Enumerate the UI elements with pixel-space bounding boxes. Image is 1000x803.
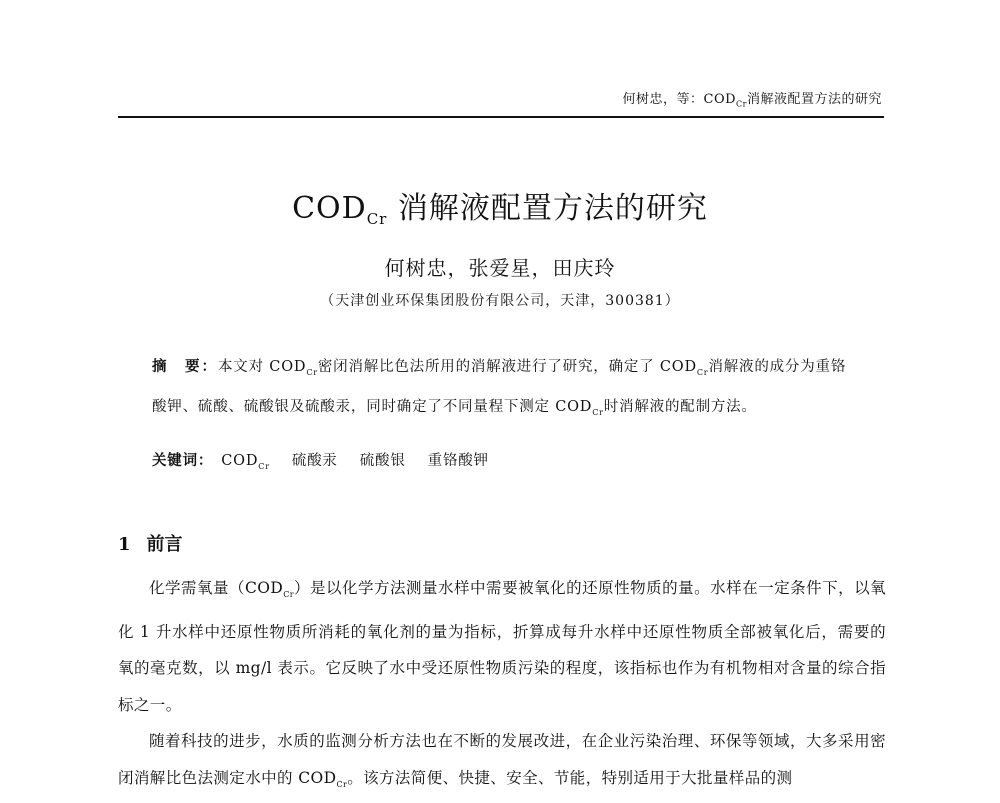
abstract-sub-3: Cr (592, 407, 604, 417)
abstract (152, 350, 852, 430)
keyword-cod-subscript: Cr (258, 461, 270, 471)
keyword-cod-prefix: COD (221, 453, 259, 469)
keyword-potassium-dichromate: 重铬酸钾 (427, 453, 489, 469)
running-head-suffix: 消解液配置方法的研究 (746, 92, 882, 107)
running-head-subscript: Cr (736, 99, 747, 109)
paragraph-2-sub: Cr (336, 779, 348, 789)
abstract-sub-2: Cr (696, 367, 709, 377)
title-subscript: Cr (366, 210, 388, 228)
running-head-prefix: 何树忠，等：COD (622, 92, 737, 107)
keyword-mercury-sulfate: 硫酸汞 (291, 453, 338, 469)
keyword-cod (221, 453, 270, 469)
keywords (152, 449, 511, 471)
running-head (623, 88, 883, 109)
abstract-sub-1: Cr (306, 367, 318, 377)
section-title: 前言 (146, 534, 183, 555)
paragraph-2-a: 随着科技的进步，水质的监测分析方法也在不断的发展改进，在企业污染治理、环保等领域，大多采用密闭消解比色法测定水中的 COD (118, 732, 886, 787)
authors: 何树忠，张爱星，田庆玲 (384, 256, 616, 280)
body-text (118, 570, 886, 803)
paragraph-1-a: 化学需氧量（COD (149, 579, 284, 597)
affiliation: （天津创业环保集团股份有限公司，天津，300381） (320, 293, 680, 309)
paragraph-1-b: ）是以化学方法测量水样中需要被氧化的还原性物质的量。水样在一定条件下，以氧化 1 升水样中还原性物质所消耗的氧化剂的量为指标，折算成每升水样中还原性物质全部被氧化后，需要的氧的毫克数，以 mg/l 表示。它反映了水中受还原性物质污染的程度，该指标也作为有机物相对含量的综合指标之一。 (118, 579, 886, 714)
abstract-text-2: 密闭消解比色法所用的消解液进行了研究，确定了 COD (317, 359, 697, 375)
section-number: 1 (118, 534, 131, 555)
paragraph-2 (118, 723, 886, 803)
abstract-text-3: 消解液的成分为重铬酸钾、硫酸、硫酸银及硫酸汞，同时确定了不同量程下测定 COD (152, 359, 847, 415)
paper-title (0, 183, 1000, 228)
abstract-text-4: 时消解液的配制方法。 (603, 398, 757, 415)
section-heading (118, 530, 183, 556)
header-rule (118, 116, 884, 118)
abstract-text-1: 本文对 COD (218, 359, 307, 375)
keyword-silver-sulfate: 硫酸银 (359, 453, 406, 469)
paragraph-1-sub: Cr (283, 590, 294, 600)
paragraph-2-b: 。该方法简便、快捷、安全、节能，特别适用于大批量样品的测 (347, 768, 793, 787)
abstract-label: 摘 要： (152, 358, 218, 375)
title-suffix: 消解液配置方法的研究 (387, 191, 708, 226)
title-prefix: COD (292, 191, 367, 226)
keywords-label: 关键词： (152, 452, 206, 469)
paragraph-1 (118, 570, 886, 723)
